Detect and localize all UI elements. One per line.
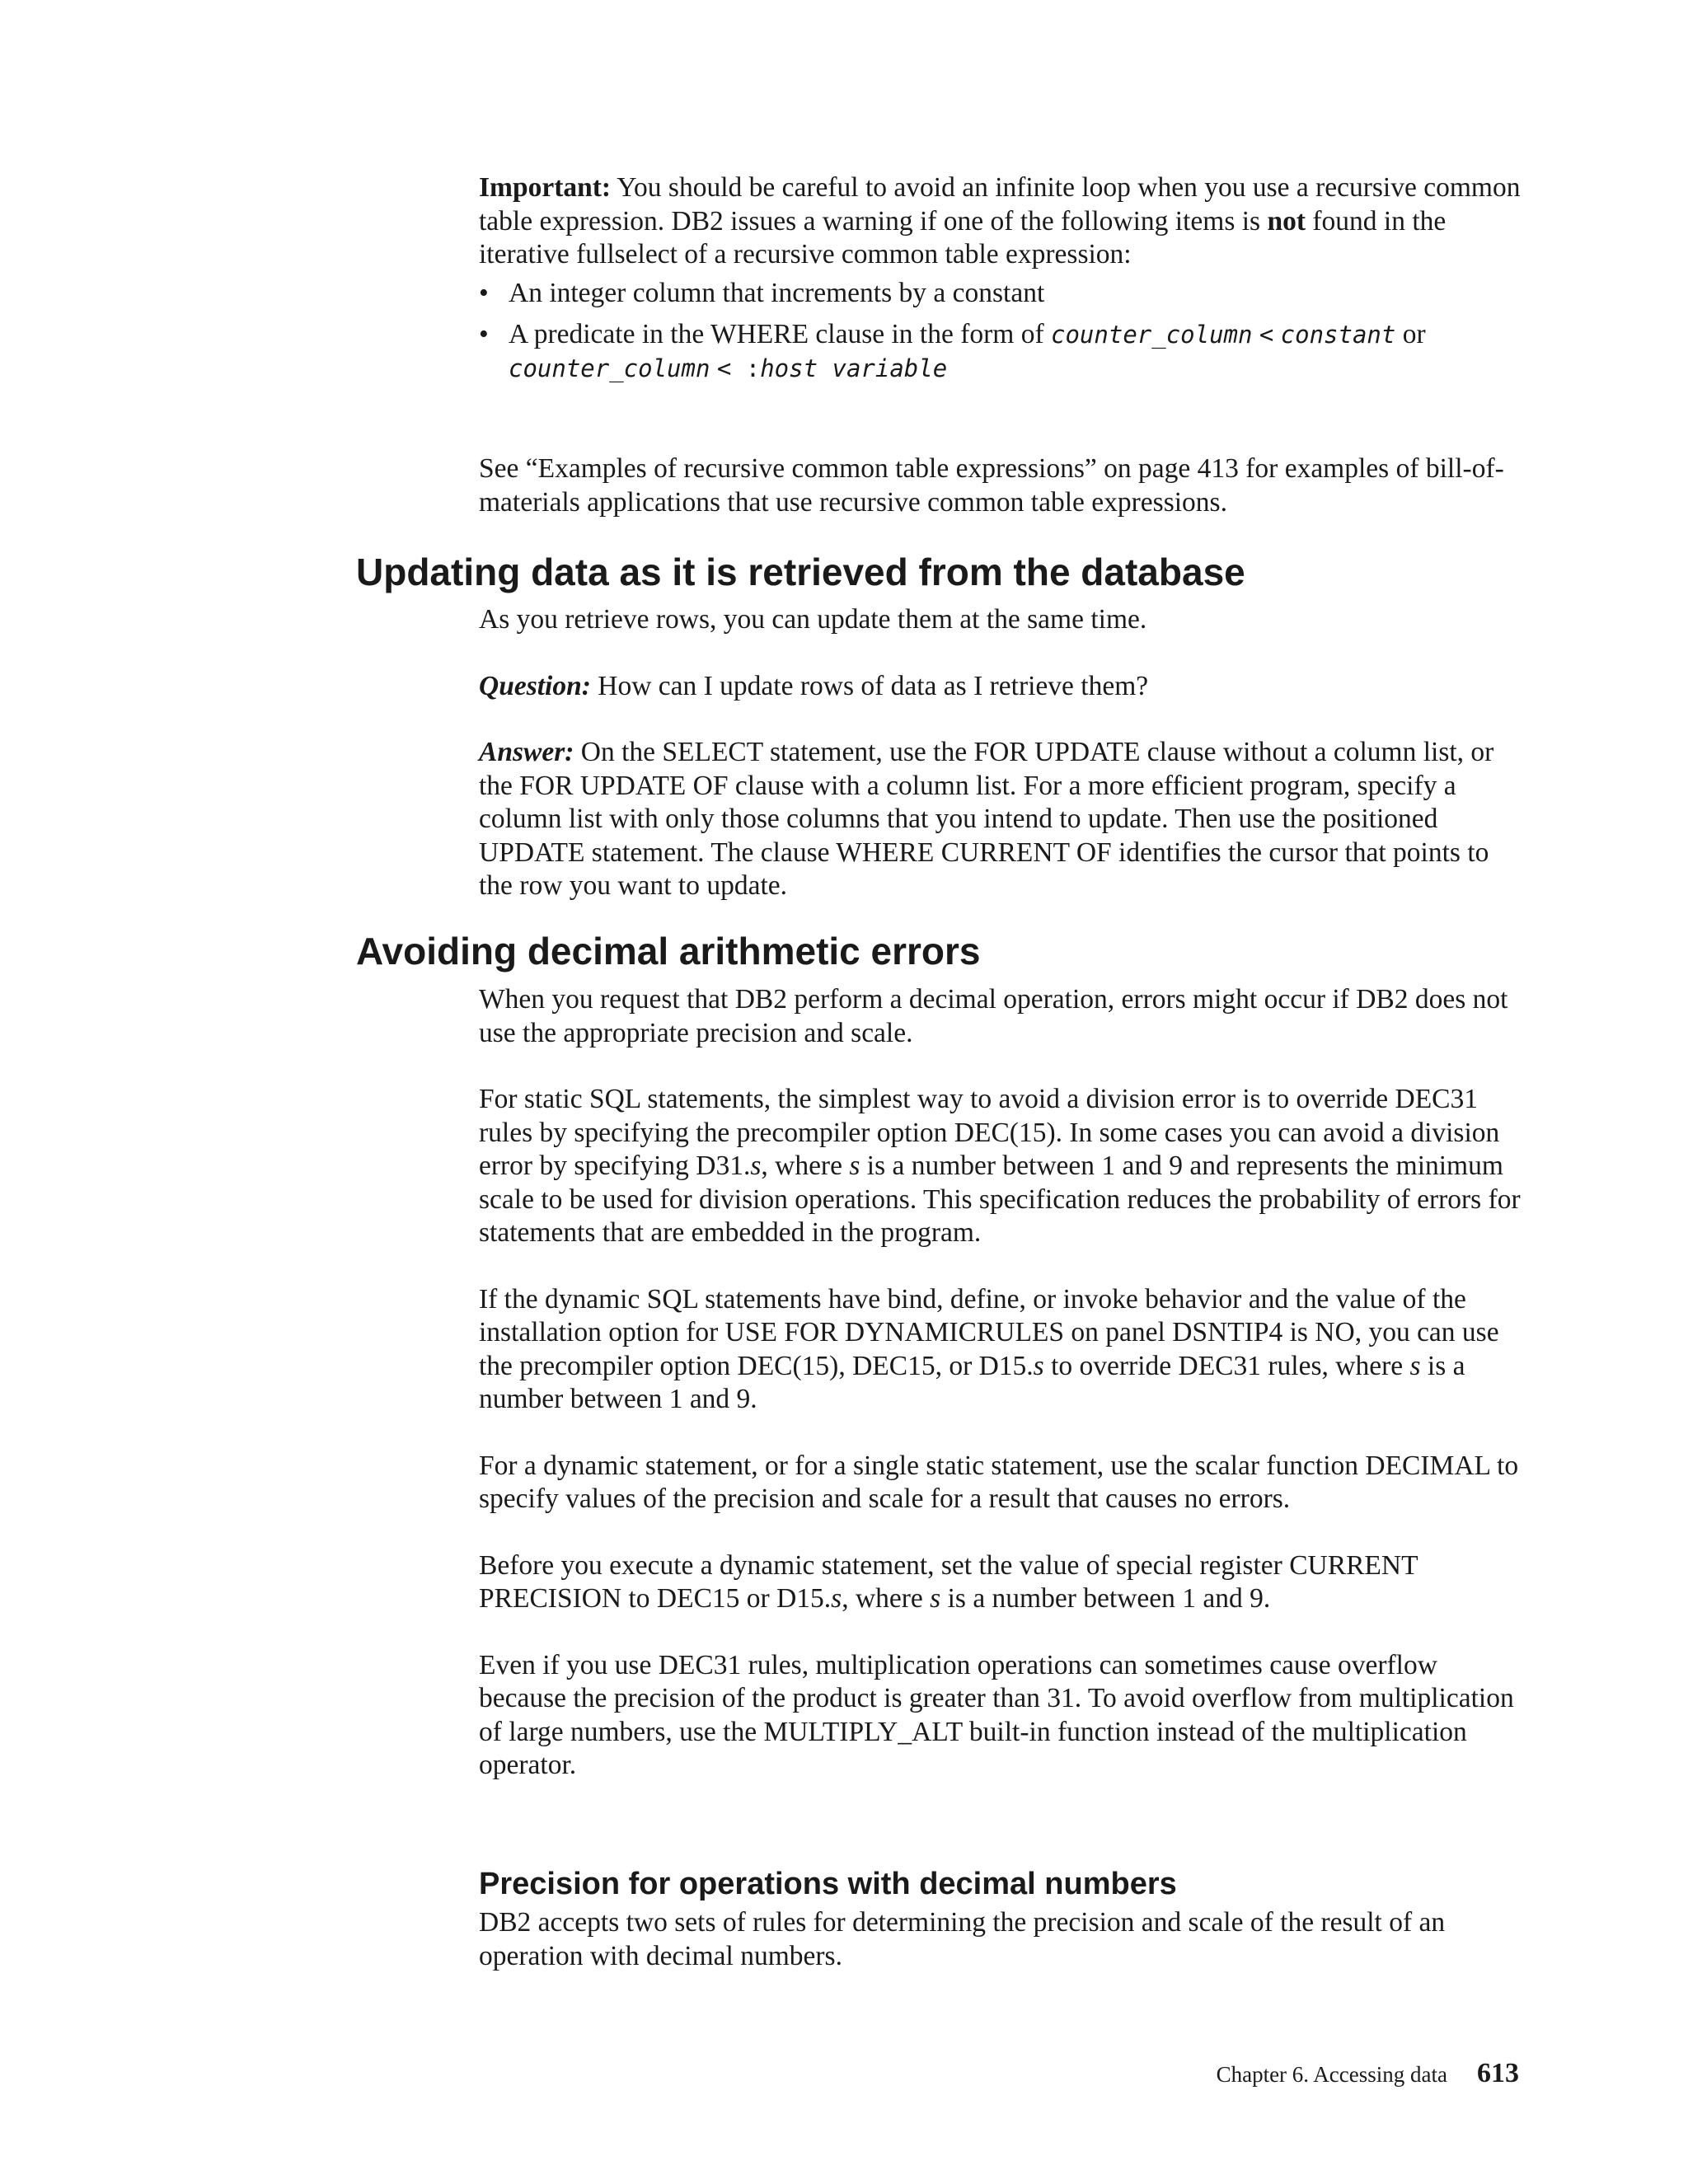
code-constant: constant	[1280, 321, 1396, 349]
text-run: , where	[761, 1151, 842, 1181]
decimal-paragraph-5	[479, 1549, 1526, 1616]
decimal-paragraph-4: For a dynamic statement, or for a single static statement, use the scalar function DECIMAL to specify values of the precision and scale for a result that causes no errors.	[479, 1450, 1519, 1514]
see-paragraph-block	[479, 452, 1526, 519]
italic-s: s	[930, 1583, 941, 1614]
italic-s: s	[750, 1151, 762, 1181]
code-less-than: <	[1259, 321, 1274, 349]
bullet-or: or	[1402, 319, 1426, 349]
important-note	[479, 171, 1526, 393]
important-text-2: found in the iterative fullselect of a recursive common table expression:	[479, 205, 1447, 269]
updating-section-body	[479, 603, 1526, 903]
question-text: How can I update rows of data as I retrieve them?	[598, 670, 1149, 701]
answer-paragraph	[479, 736, 1526, 903]
important-label: Important:	[479, 172, 612, 203]
list-item	[479, 318, 1526, 385]
important-text-1: You should be careful to avoid an infinite loop when you use a recursive common table expression. DB2 issues a warning if one of the following items is	[479, 172, 1521, 237]
answer-label: Answer:	[479, 737, 574, 767]
text-run: Before you execute a dynamic statement, set the value of special register CURRENT PRECISION to DEC15 or D15.	[479, 1549, 1418, 1614]
heading-updating-data: Updating data as it is retrieved from the database	[356, 551, 1245, 593]
code-less-than-colon: < :	[716, 354, 761, 382]
text-run: is a number between 1 and 9.	[947, 1583, 1271, 1614]
decimal-paragraph-2	[479, 1083, 1526, 1250]
footer-page-number: 613	[1477, 2058, 1519, 2088]
text-run: to override DEC31 rules, where	[1051, 1350, 1404, 1381]
important-paragraph	[479, 171, 1526, 272]
question-paragraph	[479, 670, 1526, 704]
answer-text: On the SELECT statement, use the FOR UPDATE clause without a column list, or the FOR UPDATE OF clause with a column list. For a more efficient program, specify a column list with only those columns that you intend to update. Then use the positioned UPDATE statement. The clause WHERE CURRENT OF identifies the cursor that points to the row you want to update.	[479, 737, 1494, 901]
text-run: For static SQL statements, the simplest way to avoid a division error is to override DEC31 rules by specifying the precompiler option DEC(15). In some cases you can avoid a division error by specifying D31.	[479, 1084, 1500, 1181]
text-run: If the dynamic SQL statements have bind, define, or invoke behavior and the value of the installation option for USE FOR DYNAMICRULES on panel DSNTIP4 is NO, you can use the precompiler option DEC(15), DEC15, or D15.	[479, 1283, 1499, 1381]
code-counter-column: counter_column	[509, 354, 710, 382]
text-run: is a number between 1 and 9 and represents the minimum scale to be used for division operations. This specification reduces the probability of errors for statements that are embedded in the program.	[479, 1151, 1521, 1248]
decimal-paragraph-1: When you request that DB2 perform a decimal operation, errors might occur if DB2 does not use the appropriate precision and scale.	[479, 984, 1508, 1048]
bullet-icon: •	[479, 319, 489, 349]
decimal-paragraph-6: Even if you use DEC31 rules, multiplication operations can sometimes cause overflow because the precision of the product is greater than 31. To avoid overflow from multiplication of large numbers, use the MULTIPLY_ALT built-in function instead of the multiplication operator.	[479, 1649, 1514, 1780]
decimal-section-body	[479, 983, 1526, 1783]
precision-paragraph-1: DB2 accepts two sets of rules for determining the precision and scale of the result of an operation with decimal numbers.	[479, 1907, 1446, 1971]
text-run: , where	[842, 1583, 923, 1614]
text-run: is a number between 1 and 9.	[479, 1350, 1465, 1414]
not-emphasis: not	[1267, 205, 1306, 237]
precision-section-body	[479, 1906, 1526, 1973]
bullet-text: An integer column that increments by a constant	[509, 277, 1045, 308]
code-counter-column: counter_column	[1051, 321, 1253, 349]
see-paragraph: See “Examples of recursive common table expressions” on page 413 for examples of bill-of-materials applications that use recursive common table expressions.	[479, 453, 1504, 518]
list-item	[479, 277, 1526, 311]
question-label: Question:	[479, 670, 591, 701]
footer-chapter: Chapter 6. Accessing data	[1216, 2062, 1447, 2087]
bullet-text: A predicate in the WHERE clause in the form of	[509, 319, 1044, 349]
important-bullet-list	[479, 277, 1526, 386]
bullet-icon: •	[479, 277, 489, 308]
code-host-variable: host variable	[760, 354, 948, 382]
updating-intro: As you retrieve rows, you can update them at the same time.	[479, 604, 1147, 635]
decimal-paragraph-3	[479, 1283, 1526, 1417]
heading-avoiding-decimal-errors: Avoiding decimal arithmetic errors	[356, 930, 981, 972]
italic-s: s	[849, 1151, 860, 1181]
italic-s: s	[1033, 1350, 1044, 1381]
italic-s: s	[1409, 1350, 1421, 1381]
italic-s: s	[831, 1583, 842, 1614]
page-footer	[1217, 2057, 1519, 2091]
heading-precision-operations: Precision for operations with decimal numbers	[479, 1867, 1177, 1901]
